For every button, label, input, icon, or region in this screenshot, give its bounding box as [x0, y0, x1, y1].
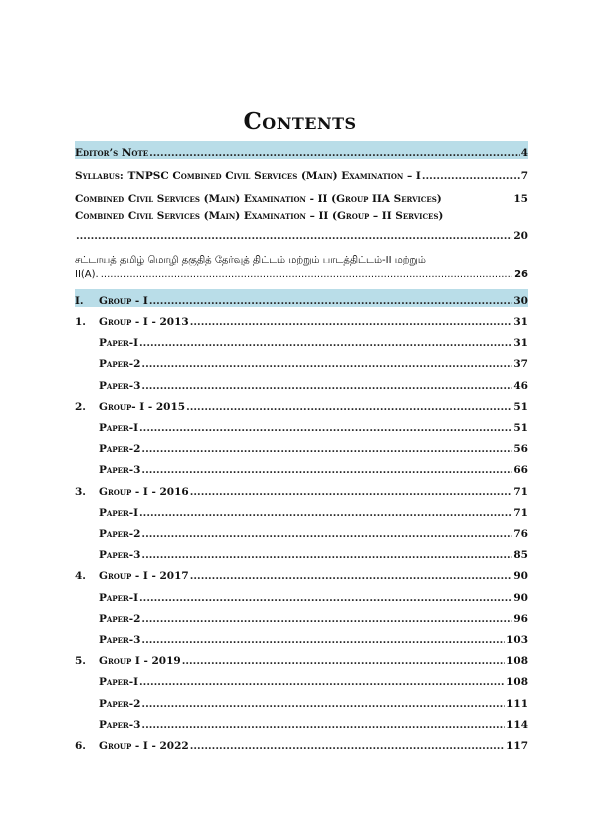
toc-page-number: 26 — [514, 269, 528, 280]
leader-dots — [139, 422, 512, 434]
leader-dots — [149, 295, 513, 307]
leader-dots — [190, 486, 513, 498]
toc-entry-tamil[interactable] — [75, 254, 528, 282]
toc-page-number: 85 — [513, 549, 528, 562]
toc-entry-title: Combined Civil Services (Main) Examination - II (Group IIA Services) — [75, 193, 442, 205]
toc-page-number: 31 — [513, 316, 528, 328]
leader-dots — [139, 592, 512, 604]
toc-entry-editors-note[interactable] — [75, 141, 528, 159]
toc-entry-title: Syllabus: TNPSC Combined Civil Services (Main) Examination – I — [75, 170, 421, 182]
leader-dots — [422, 170, 520, 182]
leader-dots — [139, 676, 505, 688]
toc-page-number: 108 — [506, 676, 528, 689]
toc-entry-title: Group - I - 2013 — [99, 316, 189, 328]
leader-dots — [190, 740, 505, 752]
toc-entry-group[interactable] — [75, 310, 528, 328]
toc-page-number: 30 — [513, 295, 528, 307]
leader-dots — [101, 268, 512, 282]
toc-entry-group[interactable] — [75, 480, 528, 498]
toc-entry-paper[interactable] — [75, 586, 528, 604]
toc-entry-syllabus-3[interactable] — [75, 210, 528, 222]
toc-entry-title: Group - I - 2022 — [99, 740, 189, 752]
toc-page-number: 66 — [513, 464, 528, 477]
toc-page-number: 103 — [506, 634, 528, 646]
toc-page-number: 46 — [513, 379, 528, 392]
leader-dots — [141, 549, 512, 561]
leader-dots — [149, 147, 520, 159]
toc-page-number: 20 — [513, 230, 528, 242]
toc-entry-title: Paper-I — [99, 506, 139, 519]
toc-page-number: 71 — [513, 485, 528, 498]
toc-entry-title: Paper-I — [99, 422, 139, 434]
toc-entry-title: Editor’s Note — [75, 147, 149, 159]
toc-entry-title: Group- I - 2015 — [99, 400, 186, 413]
toc-entry-group[interactable] — [75, 734, 528, 752]
toc-page-number: 37 — [513, 358, 528, 371]
entry-number: 4. — [75, 570, 86, 583]
toc-page-number: 90 — [513, 570, 528, 583]
toc-entry-title: Paper-3 — [99, 379, 141, 392]
toc-entry-title: Paper-3 — [99, 464, 141, 477]
toc-entry-title: Group - I — [99, 295, 148, 307]
leader-dots — [141, 380, 512, 392]
leader-dots — [190, 316, 513, 328]
toc-entry-paper[interactable] — [75, 628, 528, 646]
toc-entry-title: Combined Civil Services (Main) Examination – II (Group – II Services) — [75, 210, 444, 222]
toc-page-number: 56 — [513, 443, 528, 456]
tamil-line-2-text: II(A). — [75, 269, 99, 280]
page-title: Contents — [243, 108, 357, 135]
toc-page-number: 71 — [513, 506, 528, 519]
toc-page-number: 76 — [513, 528, 528, 540]
section-number: I. — [75, 295, 84, 307]
toc-entry-title: Paper-2 — [99, 612, 141, 625]
toc-entry-paper[interactable] — [75, 607, 528, 625]
entry-number: 1. — [75, 316, 86, 328]
leader-dots — [141, 719, 505, 731]
toc-page-number: 96 — [513, 612, 528, 625]
toc-page-number: 7 — [520, 170, 528, 182]
toc-page-number: 4 — [520, 147, 528, 159]
toc-entry-title: Paper-I — [99, 337, 139, 350]
entry-number: 3. — [75, 485, 86, 498]
toc-entry-paper[interactable] — [75, 331, 528, 349]
toc-entry-group[interactable] — [75, 649, 528, 667]
toc-page-number: 51 — [513, 422, 528, 434]
toc-section-group-1[interactable] — [75, 289, 528, 307]
leader-dots — [182, 655, 505, 667]
toc-page-number: 114 — [506, 718, 528, 731]
leader-dots — [139, 507, 512, 519]
toc-entry-paper[interactable] — [75, 543, 528, 561]
toc-entry-title: Group - I - 2016 — [99, 485, 189, 498]
toc-entry-paper[interactable] — [75, 437, 528, 455]
tamil-line-1: சட்டாயத் தமிழ் மொழி தகுதித் தேர்வுத் திட்டம் மற்றும் பாடத்திட்டம்-II மற்றும் — [75, 255, 426, 266]
leader-dots — [190, 570, 513, 582]
toc-entry-title: Paper-2 — [99, 443, 141, 456]
toc-entry-paper[interactable] — [75, 713, 528, 731]
tamil-line-2 — [75, 268, 528, 282]
toc-entry-paper[interactable] — [75, 501, 528, 519]
toc-entry-paper[interactable] — [75, 352, 528, 370]
toc-entry-syllabus-2[interactable] — [75, 187, 528, 205]
toc-entry-title: Paper-2 — [99, 697, 141, 710]
toc-entry-paper[interactable] — [75, 374, 528, 392]
toc-entry-title: Paper-2 — [99, 528, 141, 540]
leader-dots — [139, 337, 512, 349]
toc-page-number: 117 — [506, 740, 528, 752]
leader-dots — [76, 230, 512, 242]
toc-entry-title: Paper-2 — [99, 358, 141, 371]
toc-page-number: 31 — [513, 337, 528, 350]
leader-dots — [141, 443, 512, 455]
leader-dots — [141, 634, 505, 646]
entry-number: 6. — [75, 740, 86, 752]
toc-page-number: 90 — [513, 591, 528, 604]
toc-entry-syllabus-3-continued — [75, 224, 528, 242]
toc-entry-title: Paper-3 — [99, 634, 141, 646]
leader-dots — [186, 401, 512, 413]
leader-dots — [141, 358, 512, 370]
toc-entry-title: Paper-I — [99, 676, 139, 689]
toc-page-number: 111 — [506, 697, 528, 710]
toc-entry-title: Group - I - 2017 — [99, 570, 189, 583]
toc-entry-title: Paper-3 — [99, 549, 141, 562]
leader-dots — [141, 613, 512, 625]
toc-entry-paper[interactable] — [75, 692, 528, 710]
toc-page-number: 15 — [513, 193, 528, 205]
leader-dots — [141, 528, 512, 540]
toc-entry-paper[interactable] — [75, 416, 528, 434]
toc-entry-paper[interactable] — [75, 458, 528, 476]
toc-entry-group[interactable] — [75, 395, 528, 413]
entry-number: 5. — [75, 655, 86, 668]
leader-dots — [141, 698, 505, 710]
toc-entry-title: Paper-I — [99, 591, 139, 604]
toc-entry-syllabus-1[interactable] — [75, 164, 528, 182]
toc-entry-group[interactable] — [75, 564, 528, 582]
toc-entry-paper[interactable] — [75, 522, 528, 540]
leader-dots — [141, 464, 512, 476]
toc-page-number: 108 — [506, 655, 528, 668]
entry-number: 2. — [75, 400, 86, 413]
toc-entry-title: Paper-3 — [99, 718, 141, 731]
toc-entry-paper[interactable] — [75, 670, 528, 688]
toc-entry-title: Group I - 2019 — [99, 655, 181, 668]
toc-page-number: 51 — [513, 400, 528, 413]
